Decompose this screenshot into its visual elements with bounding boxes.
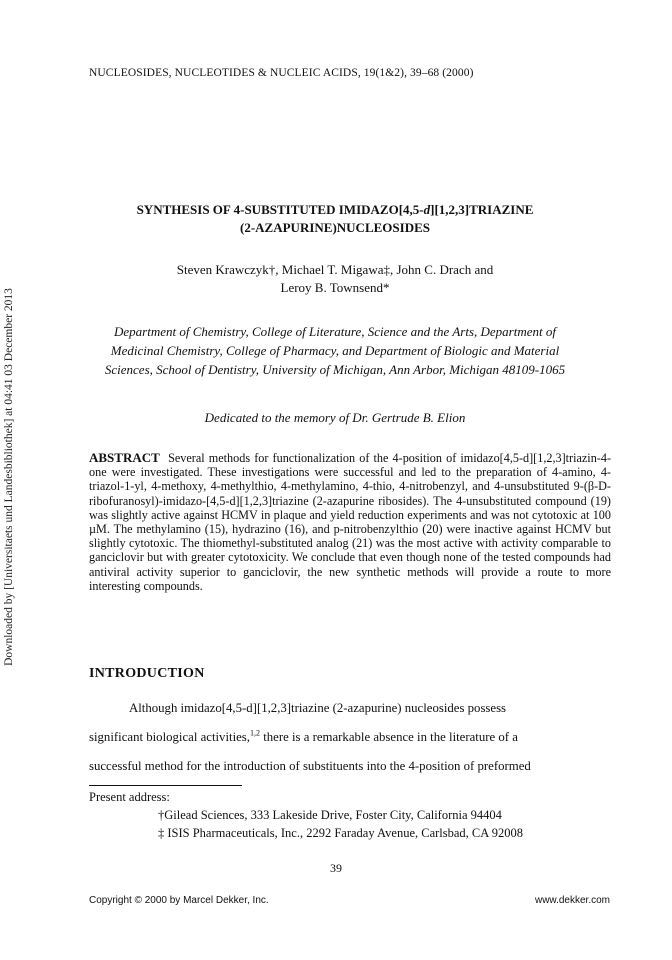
citation-superscript: 1,2 (250, 728, 260, 738)
footnote-line-1: †Gilead Sciences, 333 Lakeside Drive, Foster City, California 94404 (158, 808, 502, 822)
article-title-line-1 (60, 202, 610, 218)
footnote-label: Present address: (89, 790, 170, 804)
title-part-b: ][1,2,3]TRIAZINE (430, 202, 534, 217)
authors-line-2: Leroy B. Townsend* (280, 280, 390, 295)
authors-line-1: Steven Krawczyk†, Michael T. Migawa‡, John C. Drach and (176, 262, 494, 277)
abstract-label: ABSTRACT (89, 450, 160, 465)
intro-line-3: successful method for the introduction of substituents into the 4-position of preformed (89, 759, 531, 773)
footnote-line-2: ‡ ISIS Pharmaceuticals, Inc., 2292 Faraday Avenue, Carlsbad, CA 92008 (158, 826, 523, 840)
download-watermark: Downloaded by [Universitaets und Landesbibliothek] at 04:41 03 December 2013 (3, 288, 15, 666)
abstract (89, 451, 611, 593)
copyright-notice: Copyright © 2000 by Marcel Dekker, Inc. (89, 895, 269, 906)
footnote-divider (89, 785, 242, 786)
affiliation-line-3: Sciences, School of Dentistry, University of Michigan, Ann Arbor, Michigan 48109-1065 (104, 362, 566, 377)
title-part-a: SYNTHESIS OF 4-SUBSTITUTED IMIDAZO[4,5- (136, 202, 424, 217)
affiliation-line-2: Medicinal Chemistry, College of Pharmacy, and Department of Biologic and Material (110, 343, 560, 358)
article-title-line-2: (2-AZAPURINE)NUCLEOSIDES (240, 220, 430, 235)
affiliation (80, 322, 590, 379)
title-italic-d: d (423, 202, 431, 217)
intro-line-2a: significant biological activities, (89, 730, 250, 744)
intro-line-1: Although imidazo[4,5-d][1,2,3]triazine (2-azapurine) nucleosides possess (129, 701, 507, 715)
affiliation-line-1: Department of Chemistry, College of Literature, Science and the Arts, Department of (114, 324, 556, 339)
journal-header: NUCLEOSIDES, NUCLEOTIDES & NUCLEIC ACIDS, 19(1&2), 39–68 (2000) (89, 67, 474, 79)
intro-line-2b: there is a remarkable absence in the literature of a (260, 730, 518, 744)
intro-line-2 (89, 723, 611, 752)
publisher-website: www.dekker.com (534, 895, 610, 906)
introduction-heading: INTRODUCTION (89, 666, 205, 681)
dedication: Dedicated to the memory of Dr. Gertrude B. Elion (204, 410, 466, 425)
page-number: 39 (330, 861, 342, 875)
abstract-text: Several methods for functionalization of the 4-position of imidazo[4,5-d][1,2,3]triazin-4-one were investigated. These investigations were successful and led to the preparation of 4-amino, 4-triazol-1-yl, 4-methoxy, 4-methylthio, 4-methylamino, 4-thio, 4-nitrobenzyl, and 4-unsubstituted 9-(β-D-ribofuranosyl)-imidazo-[4,5-d][1,2,3]triazine (2-azapurine ribosides). The 4-unsubstituted compound (19) was slightly active against HCMV in plaque and yield reduction experiments and was not cytotoxic at 100 µM. The methylamino (15), hydrazino (16), and p-nitrobenzylthio (20) were inactive against HCMV but slightly cytotoxic. The thiomethyl-substituted analog (21) was the most active with activity comparable to ganciclovir but with greater cytotoxicity. We conclude that even though none of the tested compounds had antiviral activity superior to ganciclovir, the new synthetic methods will provide a route to more interesting compounds. (89, 451, 611, 593)
